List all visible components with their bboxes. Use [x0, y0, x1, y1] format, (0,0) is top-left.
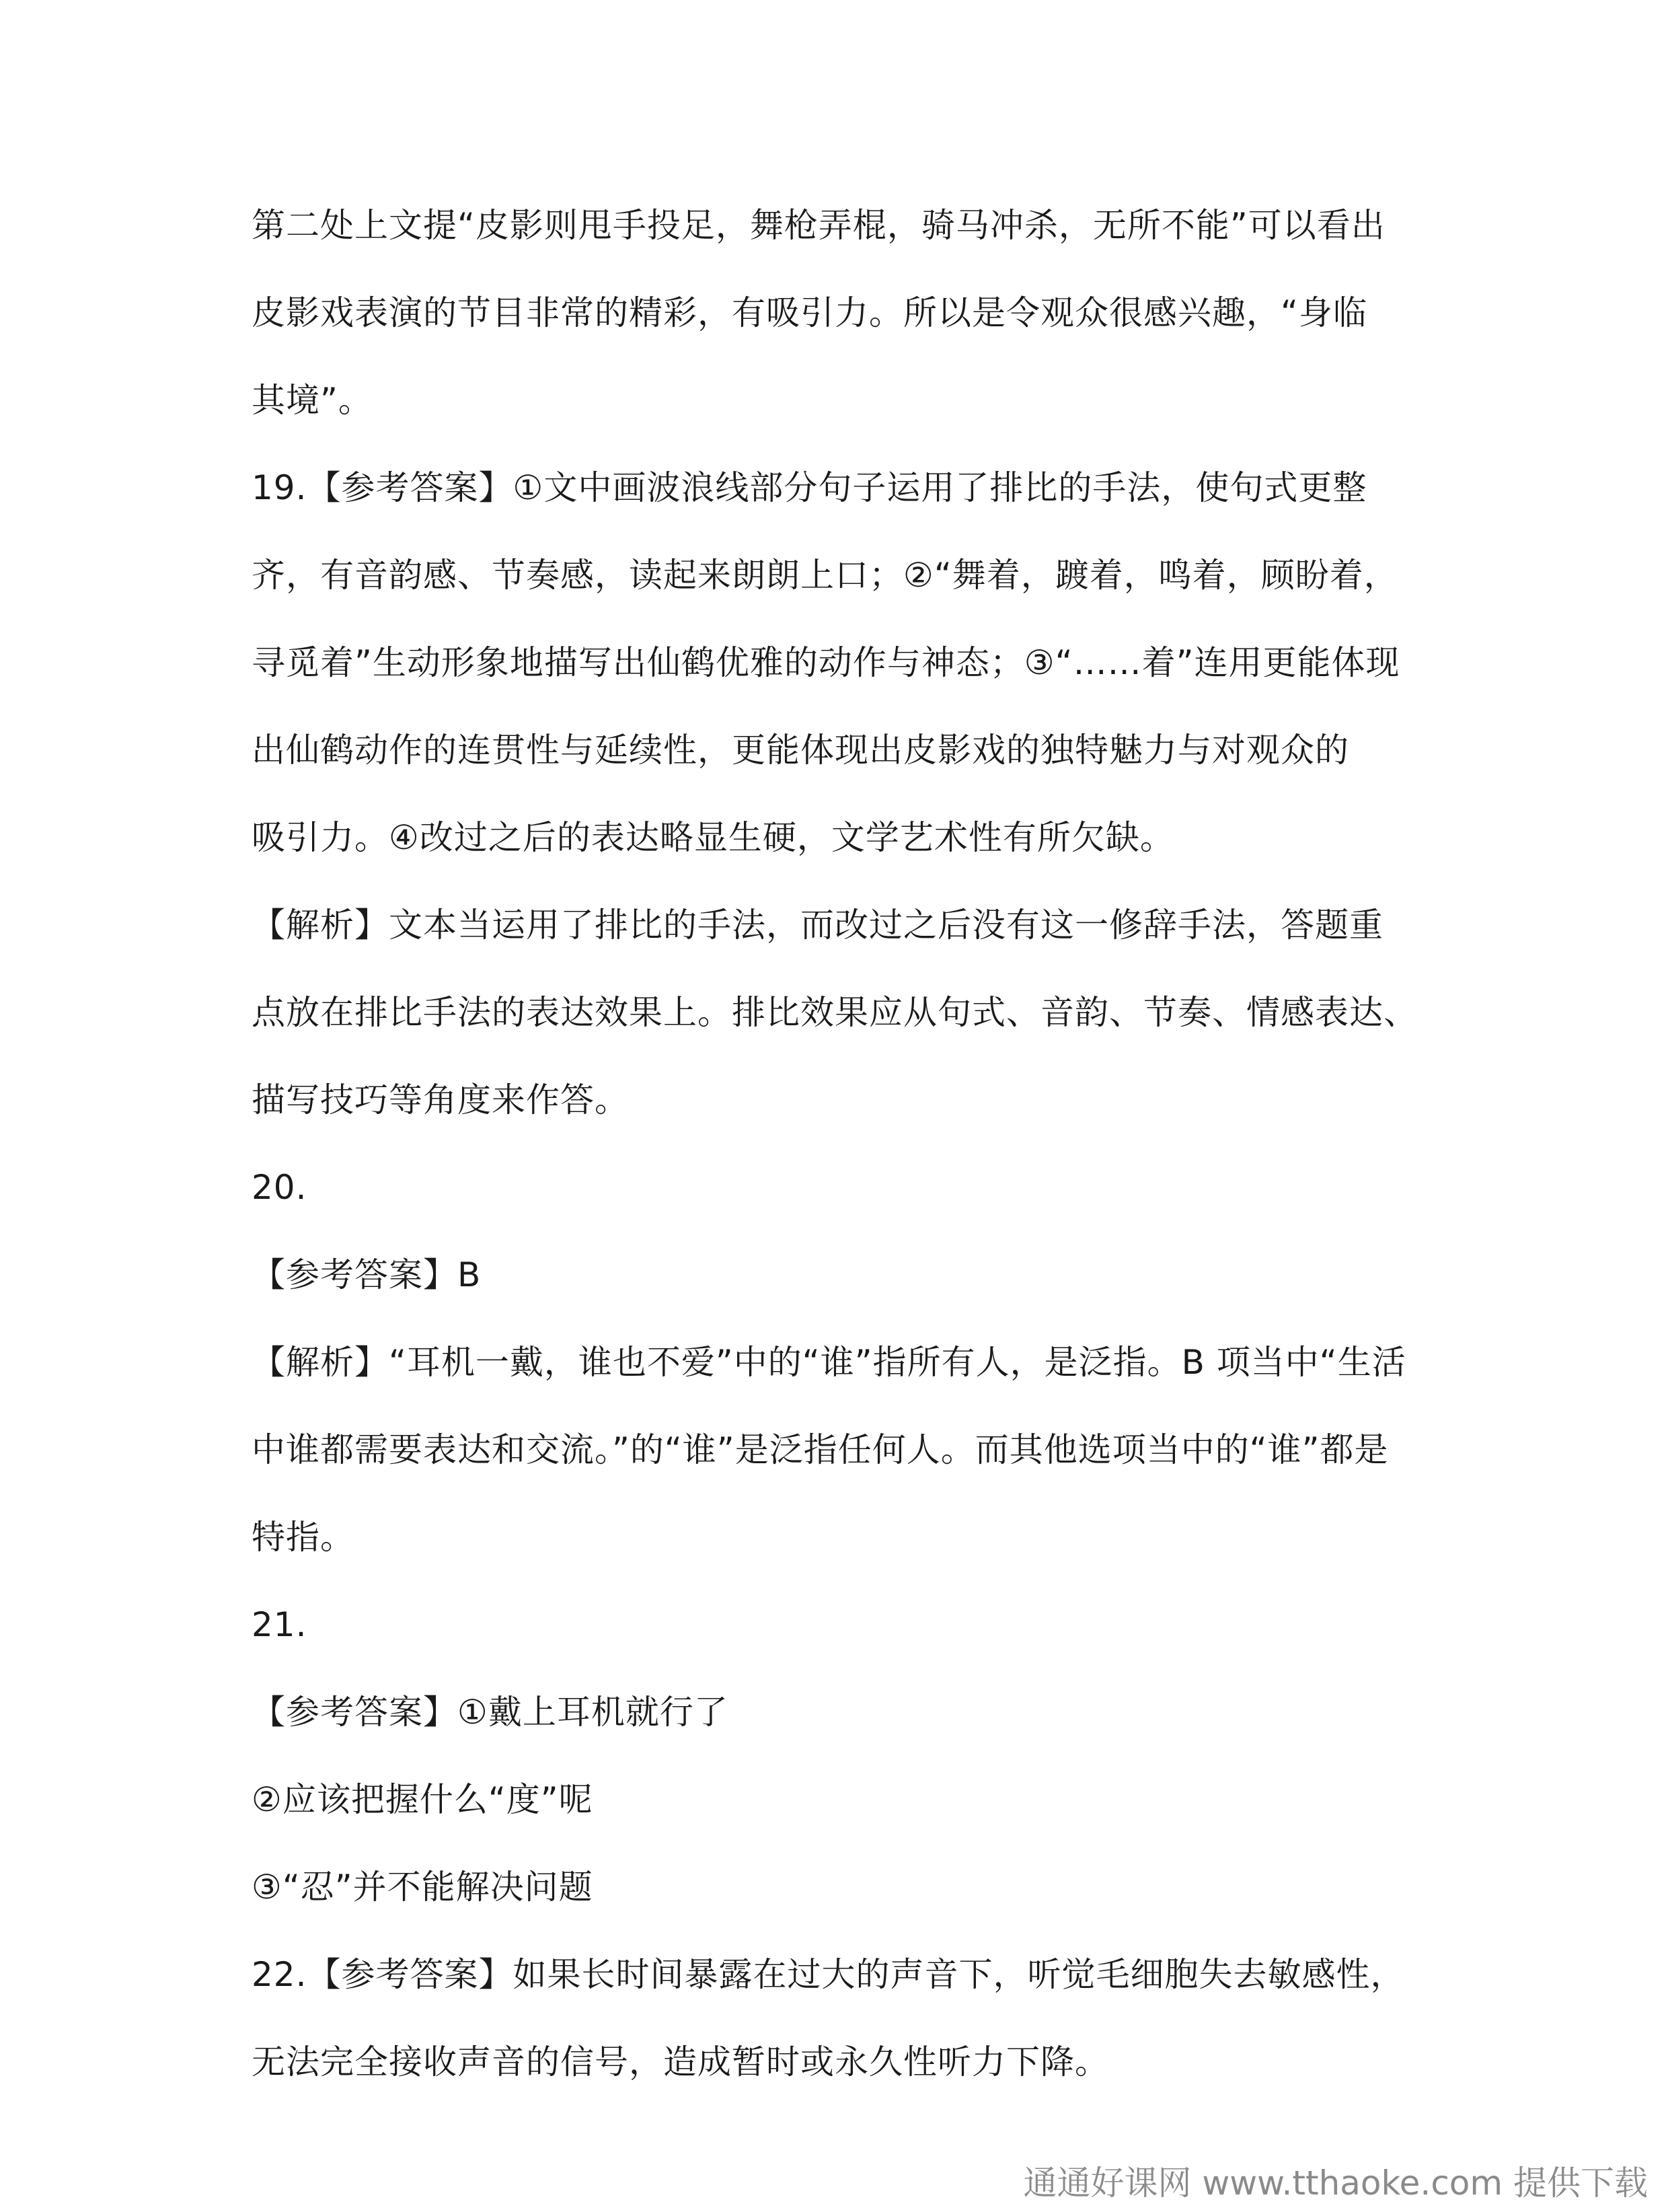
text-line: ②应该把握什么“度”呢 [252, 1780, 593, 1819]
text-line: 出仙鹤动作的连贯性与延续性，更能体现出皮影戏的独特魅力与对观众的 [252, 731, 1349, 770]
question-19-answer: 19.【参考答案】①文中画波浪线部分句子运用了排比的手法，使句式更整 [252, 468, 1367, 507]
text-line: 第二处上文提“皮影则甩手投足，舞枪弄棍，骑马冲杀，无所不能”可以看出 [252, 206, 1386, 245]
question-20-analysis: 【解析】“耳机一戴，谁也不爱”中的“谁”指所有人，是泛指。B 项当中“生活 [252, 1343, 1406, 1382]
question-21-number: 21. [252, 1605, 307, 1644]
answer-text-block [252, 182, 1422, 2106]
text-line: 吸引力。④改过之后的表达略显生硬，文学艺术性有所欠缺。 [252, 818, 1174, 857]
text-line: 描写技巧等角度来作答。 [252, 1080, 629, 1119]
question-20-answer: 【参考答案】B [252, 1255, 482, 1294]
text-line: 齐，有音韵感、节奏感，读起来朗朗上口；②“舞着，踱着，鸣着，顾盼着， [252, 556, 1398, 595]
text-line: 点放在排比手法的表达效果上。排比效果应从句式、音韵、节奏、情感表达、 [252, 993, 1418, 1032]
question-21-answer: 【参考答案】①戴上耳机就行了 [252, 1693, 728, 1732]
text-line: 皮影戏表演的节目非常的精彩，有吸引力。所以是令观众很感兴趣，“身临 [252, 293, 1367, 332]
text-line: 寻觅着”生动形象地描写出仙鹤优雅的动作与神态；③“……着”连用更能体现 [252, 643, 1400, 682]
text-line: 无法完全接收声音的信号，造成暂时或永久性听力下降。 [252, 2042, 1109, 2081]
watermark: 通通好课网 www.tthaoke.com 提供下载 [1023, 2164, 1648, 2203]
question-22-answer: 22.【参考答案】如果长时间暴露在过大的声音下，听觉毛细胞失去敏感性， [252, 1955, 1405, 1994]
text-line: ③“忍”并不能解决问题 [252, 1868, 593, 1907]
question-20-number: 20. [252, 1168, 307, 1207]
question-19-analysis: 【解析】文本当运用了排比的手法，而改过之后没有这一修辞手法，答题重 [252, 906, 1383, 945]
text-line: 其境”。 [252, 381, 373, 420]
text-line: 中谁都需要表达和交流。”的“谁”是泛指任何人。而其他选项当中的“谁”都是 [252, 1430, 1389, 1469]
text-line: 特指。 [252, 1518, 354, 1557]
